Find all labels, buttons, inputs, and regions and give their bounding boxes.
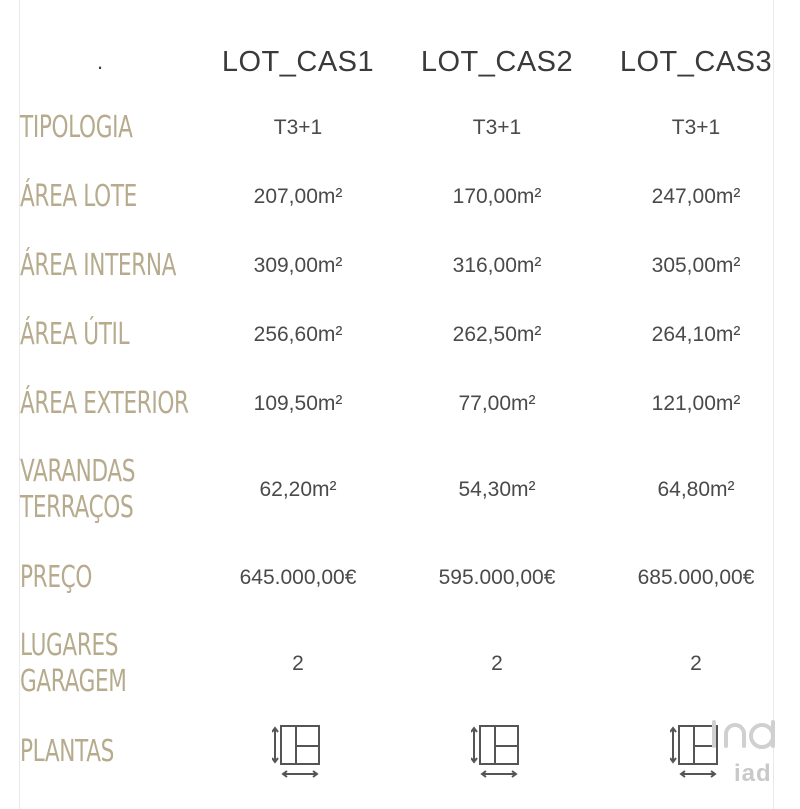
column-header-lot-cas2: LOT_CAS2 (420, 45, 574, 78)
table-header (0, 38, 800, 86)
table-cell: 109,50m² (253, 392, 343, 415)
row-label (20, 626, 127, 702)
table-cell: 316,00m² (452, 254, 542, 277)
table-cell: 207,00m² (253, 185, 343, 208)
table-cell: 247,00m² (651, 185, 741, 208)
row-label: ÁREA INTERNA (20, 248, 177, 283)
table-row-area-lote (0, 173, 800, 221)
table-row-area-interna (0, 242, 800, 290)
table-cell: 121,00m² (651, 392, 741, 415)
table-row-area-util (0, 311, 800, 359)
table-cell: 2 (690, 652, 702, 675)
table-row-varandas-terracos (0, 452, 800, 528)
column-header-lot-cas3: LOT_CAS3 (619, 45, 773, 78)
row-label: ÁREA EXTERIOR (20, 386, 189, 421)
table-cell: 685.000,00€ (637, 566, 755, 589)
table-cell: T3+1 (671, 116, 721, 139)
row-label-line: LUGARES (20, 628, 119, 663)
row-label (20, 452, 135, 528)
row-label: ÁREA LOTE (20, 179, 137, 214)
table-cell: T3+1 (472, 116, 522, 139)
table-cell: 170,00m² (452, 185, 542, 208)
table-row-plantas (0, 724, 800, 780)
row-label: PLANTAS (20, 734, 114, 769)
header-corner: . (96, 49, 104, 74)
table-cell: 2 (292, 652, 304, 675)
table-cell: 309,00m² (253, 254, 343, 277)
table-cell: 305,00m² (651, 254, 741, 277)
table-row-preco (0, 554, 800, 602)
row-label: PREÇO (20, 560, 92, 595)
floor-plan-icon[interactable] (397, 724, 597, 780)
table-cell: 264,10m² (651, 323, 741, 346)
column-header-lot-cas1: LOT_CAS1 (221, 45, 375, 78)
row-label: ÁREA ÚTIL (20, 317, 130, 352)
table-cell: 645.000,00€ (239, 566, 357, 589)
watermark-text: iad (734, 760, 772, 787)
table-cell: T3+1 (273, 116, 323, 139)
table-cell: 77,00m² (458, 392, 536, 415)
table-row-area-exterior (0, 380, 800, 428)
row-label-line: TERRAÇOS (20, 490, 134, 525)
table-row-lugares-garagem (0, 626, 800, 702)
table-cell: 62,20m² (259, 478, 337, 501)
table-cell: 54,30m² (458, 478, 536, 501)
table-cell: 595.000,00€ (438, 566, 556, 589)
table-cell: 64,80m² (657, 478, 735, 501)
row-label: TIPOLOGIA (20, 110, 133, 145)
floor-plan-icon[interactable] (198, 724, 398, 780)
table-cell: 2 (491, 652, 503, 675)
table-cell: 256,60m² (253, 323, 343, 346)
table-row-tipologia (0, 104, 800, 152)
table-cell: 262,50m² (452, 323, 542, 346)
row-label-line: GARAGEM (20, 664, 127, 699)
row-label-line: VARANDAS (20, 454, 136, 489)
